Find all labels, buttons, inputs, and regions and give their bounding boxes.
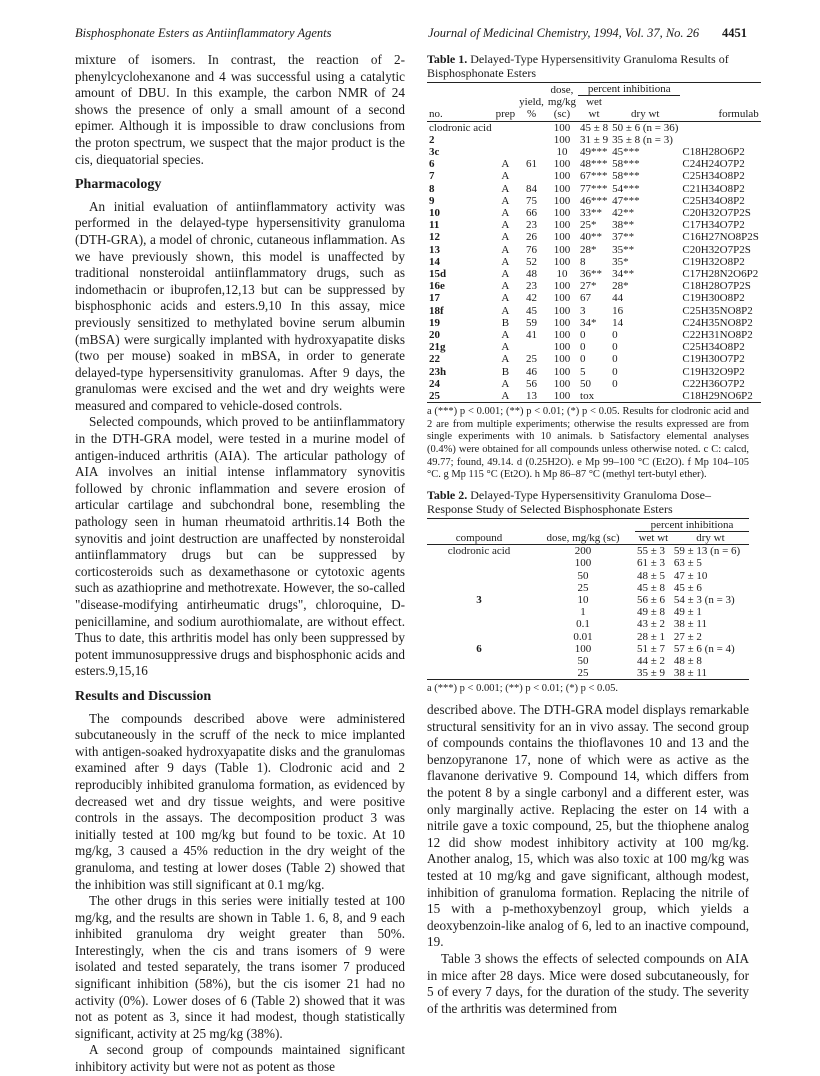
table2-row-wet: 45 ± 8 xyxy=(637,581,666,594)
table2-row-compound xyxy=(427,582,531,594)
table1-row xyxy=(427,353,761,365)
table2-header-compound: compound xyxy=(455,532,503,545)
table1-row-dry: 0 xyxy=(612,329,618,342)
table2-row-compound xyxy=(427,618,531,630)
table1-row-dose: 100 xyxy=(553,353,571,366)
table2-row-wet: 28 ± 1 xyxy=(637,630,666,643)
table1-row xyxy=(427,280,761,292)
table1-row-dry: 0 xyxy=(612,341,618,354)
table2-row-dose: 100 xyxy=(574,557,592,570)
table2-header-dry-wt: dry wt xyxy=(696,532,725,545)
table1-header-prep: prep xyxy=(495,108,516,121)
table1-row-dry: 58*** xyxy=(612,170,640,183)
table2 xyxy=(427,518,749,681)
table1-row-yield: 45 xyxy=(526,304,538,317)
table1-row-dose: 100 xyxy=(553,207,571,220)
table2-caption xyxy=(427,488,749,516)
table1-row-formula xyxy=(680,134,760,146)
table1-row xyxy=(427,378,761,390)
table1-header-yield: yield, % xyxy=(519,96,544,121)
table2-row-dry: 48 ± 8 xyxy=(673,655,702,668)
table1-row-wet: 67*** xyxy=(580,170,608,183)
table1-row-dose: 100 xyxy=(553,121,571,134)
table2-row-dry: 57 ± 6 (n = 4) xyxy=(673,642,735,655)
table1-row-no: 24 xyxy=(429,377,440,390)
table1-row-dose: 100 xyxy=(553,231,571,244)
table2-row-wet: 49 ± 8 xyxy=(637,606,666,619)
results-paragraph-1: The compounds described above were administered subcutaneously in the scruff of the neck to mice implanted with antigen-soaked hydroxyapatite disks and the granulomas examined after 9 days (Table 1). Clodronic acid and 2 reproducibly inhibited granuloma formation, as evidenced by decreased wet and dry tissue weights, and were positive controls in the assays. The decomposition product 3 was initially tested at 100 mg/kg but found to be toxic. At 10 mg/kg, 3 caused a 45% reduction in the dry weight of the granuloma, and testing at lower doses (Table 2) showed that the inhibition was still significant at 0.1 mg/kg. xyxy=(75,710,405,892)
table1-row-formula: C22H36O7P2 xyxy=(682,377,745,390)
table1-row-yield: 46 xyxy=(526,365,538,378)
table1-row-prep: A xyxy=(501,255,510,268)
table1-row-dose: 100 xyxy=(553,316,571,329)
table1-row-dry: 28* xyxy=(612,280,629,293)
table1-row-wet: 33** xyxy=(580,207,603,220)
table1-row xyxy=(427,256,761,268)
table2-header-dose: dose, mg/kg (sc) xyxy=(546,532,620,545)
right-paragraph-1: described above. The DTH-GRA model displays remarkable structural sensitivity for an in vivo assay. The second group of compounds contains the thioflavones 10 and 13 and the benzopyranone 17, none of which were as active as the flavanone derivative 9. Compound 14, which differs from the potent 8 by a single carbonyl and a different ester, was only marginally active. Replacing the ester on 14 with a nitrile gave a toxic compound, 25, but the thiophene analog 12 did show modest inhibitory activity at 100 mg/kg. Another analog, 15, which was also toxic at 100 mg/kg was tested at 10 mg/kg and gave significant, although modest, inhibition of granuloma formation. Replacing the nitrile of 15 with a p-methoxybenzoyl group, which yields a deoxybenzoin-like analog of 6, led to an inactive compound, 19. xyxy=(427,702,749,950)
table1-row-yield: 42 xyxy=(526,292,538,305)
table1-row xyxy=(427,231,761,243)
section-heading-pharmacology: Pharmacology xyxy=(75,177,162,193)
table1-row xyxy=(427,207,761,219)
table1-row-prep: A xyxy=(501,219,510,232)
table1-row-prep: A xyxy=(501,377,510,390)
table1-row-yield: 61 xyxy=(526,158,538,171)
table2-row-wet: 48 ± 5 xyxy=(637,569,666,582)
table1-row-prep: A xyxy=(501,353,510,366)
table1-row-prep: A xyxy=(501,170,510,183)
table2-row xyxy=(427,545,749,558)
table1-row-no: 20 xyxy=(429,329,440,342)
table1-row xyxy=(427,146,761,158)
table1-footnote: a (***) p < 0.001; (**) p < 0.01; (*) p < 0.05. Results for clodronic acid and 2 are from multiple experiments; otherwise the results expressed are from single experiments with 10 animals. b Satisfactory elemental analyses (0.4%) were obtained for all compounds unless otherwise noted. c C: calcd, 49.77; found, 49.14. d (0.25H2O). e Mp 99–100 °C (Et2O). f Mp 104–105 °C. g Mp 115 °C (Et2O). h Mp 86–87 °C (methyl tert-butyl ether). xyxy=(427,406,749,481)
table1-row-no: 9 xyxy=(429,194,435,207)
table2-row-dry: 38 ± 11 xyxy=(673,667,708,680)
table1-row-wet: tox xyxy=(580,390,595,403)
table2-row-dose: 10 xyxy=(577,594,589,607)
table1-row-dry xyxy=(610,390,680,403)
table1-row-wet: 27* xyxy=(580,280,597,293)
table2-row-dry: 63 ± 5 xyxy=(673,557,702,570)
table2-row-dry: 27 ± 2 xyxy=(673,630,702,643)
table1-row-no: 8 xyxy=(429,182,435,195)
table1-row-dose: 10 xyxy=(556,268,568,281)
table1-row-yield: 76 xyxy=(526,243,538,256)
table1-row-no: clodronic acid xyxy=(429,121,492,134)
table1-row-prep: A xyxy=(501,341,510,354)
table2-row xyxy=(427,618,749,630)
table1-row-wet: 45 ± 8 xyxy=(580,121,609,134)
table1-row-prep xyxy=(494,121,518,134)
table2-row xyxy=(427,655,749,667)
table1-row xyxy=(427,195,761,207)
table1-row-yield xyxy=(517,146,546,158)
table2-row-dry: 54 ± 3 (n = 3) xyxy=(673,594,735,607)
table1-row-wet: 28* xyxy=(580,243,597,256)
table1-row-wet: 67 xyxy=(580,292,592,305)
table2-row-wet: 43 ± 2 xyxy=(637,618,666,631)
table1-row-no: 23h xyxy=(429,365,447,378)
table1-row-dose: 100 xyxy=(553,255,571,268)
table1-row-wet: 40** xyxy=(580,231,603,244)
table1-row-formula: C19H32O8P2 xyxy=(682,255,745,268)
table1-row-dry: 47*** xyxy=(612,194,640,207)
table1-row-no: 21g xyxy=(429,341,446,354)
table2-row-dose: 1 xyxy=(580,606,586,619)
table1-row-dose: 10 xyxy=(556,146,568,159)
table1-row xyxy=(427,134,761,146)
table1-row-no: 13 xyxy=(429,243,440,256)
table1-row-dose: 100 xyxy=(553,304,571,317)
table1-row-dose: 100 xyxy=(553,341,571,354)
table1-row-dose: 100 xyxy=(553,194,571,207)
table1-row-no: 19 xyxy=(429,316,440,329)
table2-row-compound xyxy=(427,557,531,569)
table1-row-dry: 0 xyxy=(612,377,618,390)
table1-row-yield xyxy=(517,341,546,353)
table1-row-dose: 100 xyxy=(553,158,571,171)
table1-row-prep: A xyxy=(501,329,510,342)
table1-row-no: 17 xyxy=(429,292,440,305)
pharmacology-paragraph-1: An initial evaluation of antiinflammatory activity was performed in the delayed-type hypersensitivity granuloma (DTH-GRA), a model of chronic, cutaneous inflammation. As we have previously shown, this model is unaffected by traditional nonsteroidal antiinflammatory drugs, such as indomethacin or ibuprofen,12,13 but can be suppressed by bisphosphonic acids and esters.9,10 In this assay, mice previously sensitized to methylated bovine serum albumin (mBSA) were surgically implanted with hydroxyapatite disks (two per mouse) soaked in mBSA, in order to generate delayed-type hypersensitivity granulomas. After 9 days, the granulomas were excised and the wet and dry weights were measured and compared to vehicle-dosed controls. xyxy=(75,198,405,413)
table1-row-dose: 100 xyxy=(553,377,571,390)
table1-row-prep: B xyxy=(501,365,510,378)
table1-row-dose: 100 xyxy=(553,292,571,305)
table1-row-formula: C24H35NO8P2 xyxy=(682,316,753,329)
table1-caption xyxy=(427,52,749,80)
table1-row-formula: C25H34O8P2 xyxy=(682,341,745,354)
table1-row-dry: 34** xyxy=(612,268,635,281)
table1-row-dry: 0 xyxy=(612,353,618,366)
table2-row xyxy=(427,631,749,643)
table2-row-wet: 51 ± 7 xyxy=(637,642,666,655)
table1-header-percent-inhibition: percent inhibitiona xyxy=(578,83,680,96)
table1-row xyxy=(427,170,761,182)
table1-row-wet: 36** xyxy=(580,268,603,281)
table1-row-dry: 0 xyxy=(612,365,618,378)
table1-row-no: 12 xyxy=(429,231,440,244)
table1-row-wet: 49*** xyxy=(580,146,608,159)
table1-row xyxy=(427,390,761,403)
table1-row-no: 22 xyxy=(429,353,440,366)
table1-row-prep: A xyxy=(501,390,510,403)
table2-row-compound xyxy=(427,631,531,643)
table1-row-prep: A xyxy=(501,231,510,244)
table2-row xyxy=(427,582,749,594)
table2-row-dose: 25 xyxy=(577,667,589,680)
section-heading-results: Results and Discussion xyxy=(75,688,212,704)
table2-row-compound: 3 xyxy=(476,594,482,607)
table1-header-no: no. xyxy=(429,108,443,121)
table1-row-formula: C19H32O9P2 xyxy=(682,365,745,378)
table2-row xyxy=(427,606,749,618)
table1-row-no: 18f xyxy=(429,304,444,317)
table1-row-formula: C18H28O6P2 xyxy=(682,146,745,159)
table1-header-formula: formulab xyxy=(718,108,759,121)
table2-row-dose: 0.1 xyxy=(576,618,590,631)
table2-row-dry: 59 ± 13 (n = 6) xyxy=(673,545,741,558)
table1-row-yield: 56 xyxy=(526,377,538,390)
table1-row-dry: 42** xyxy=(612,207,635,220)
table1-row-formula: C19H30O8P2 xyxy=(682,292,745,305)
table1-row xyxy=(427,268,761,280)
table1-row-yield: 41 xyxy=(526,329,538,342)
table2-row-compound: clodronic acid xyxy=(447,545,511,558)
table1-row-formula: C19H30O7P2 xyxy=(682,353,745,366)
table2-row xyxy=(427,557,749,569)
intro-paragraph: mixture of isomers. In contrast, the reaction of 2-phenylcyclohexanone and 4 was successful using a catalytic amount of DBU. In this example, the carbon NMR of 24 shows the presence of only a small amount of a second epimer. Although it is impossible to draw conclusions from the proton spectrum, we suspect that the major product is the cis, diequatorial species. xyxy=(75,52,405,167)
table1-row-dry: 38** xyxy=(612,219,635,232)
table1-row-wet: 46*** xyxy=(580,194,608,207)
table1-row-no: 11 xyxy=(429,219,440,232)
left-column xyxy=(75,52,405,1076)
table1-row-dose: 100 xyxy=(553,170,571,183)
table2-row-dose: 25 xyxy=(577,581,589,594)
table1-row-prep: A xyxy=(501,194,510,207)
table1-row-yield: 84 xyxy=(526,182,538,195)
table1-title: Delayed-Type Hypersensitivity Granuloma Results of Bisphosphonate Esters xyxy=(427,52,729,80)
table1-row-yield: 26 xyxy=(526,231,538,244)
table2-body xyxy=(427,545,749,680)
table2-row-dose: 0.01 xyxy=(573,630,593,643)
table1-row-formula: C20H32O7P2S xyxy=(682,243,751,256)
table1-row-yield xyxy=(517,121,546,134)
table1-row-no: 2 xyxy=(429,133,435,146)
table2-row-dry: 47 ± 10 xyxy=(673,569,708,582)
table1-row-wet: 0 xyxy=(580,341,586,354)
table1-row-yield xyxy=(517,170,546,182)
table1-row-dose: 100 xyxy=(553,133,571,146)
table1-row-dry: 16 xyxy=(612,304,624,317)
right-paragraph-2: Table 3 shows the effects of selected compounds on AIA in mice after 28 days. Mice were dosed subcutaneously, for 5 of every 7 days, for the duration of the study. The severity of the arthritis was determined from xyxy=(427,950,749,1016)
table1-row-dry: 45*** xyxy=(612,146,640,159)
table1-row xyxy=(427,305,761,317)
table1-row-dry: 44 xyxy=(612,292,624,305)
table2-row-compound xyxy=(427,667,531,680)
table1-row-yield: 75 xyxy=(526,194,538,207)
table2-row-compound xyxy=(427,655,531,667)
table1-row-prep: A xyxy=(501,292,510,305)
right-column xyxy=(427,52,759,1017)
table1-row-no: 25 xyxy=(429,390,440,403)
table1-row-formula: C25H34O8P2 xyxy=(682,194,745,207)
table1-row-formula: C17H28N2O6P2 xyxy=(682,268,759,281)
table2-row-compound xyxy=(427,570,531,582)
journal-citation xyxy=(428,26,747,41)
table1-row-prep: A xyxy=(501,280,510,293)
table1-row-yield: 66 xyxy=(526,207,538,220)
table1-row-formula: C21H34O8P2 xyxy=(682,182,745,195)
table1-header-dose: dose, mg/kg (sc) xyxy=(547,84,577,121)
table1-row-wet: 48*** xyxy=(580,158,608,171)
table1-row-no: 16e xyxy=(429,280,445,293)
table1-row-prep xyxy=(494,134,518,146)
table1-row-dry: 35 ± 8 (n = 3) xyxy=(612,133,673,146)
table1-row xyxy=(427,219,761,231)
table1-row-wet: 31 ± 9 xyxy=(580,133,609,146)
table1-row-formula: C18H28O7P2S xyxy=(682,280,751,293)
table1-row-wet: 0 xyxy=(580,353,586,366)
table1-row-dry: 14 xyxy=(612,316,624,329)
table1-row-yield: 23 xyxy=(526,280,538,293)
table1-row-prep: A xyxy=(501,268,510,281)
table1-row-dry: 35** xyxy=(612,243,635,256)
table1-row-wet: 77*** xyxy=(580,182,608,195)
table1-row-formula: C25H34O8P2 xyxy=(682,170,745,183)
table1-row-yield: 25 xyxy=(526,353,538,366)
table2-row-wet: 35 ± 9 xyxy=(637,667,666,680)
table2-row-wet: 61 ± 3 xyxy=(637,557,666,570)
table1-row xyxy=(427,244,761,256)
table1-row-formula: C22H31NO8P2 xyxy=(682,329,753,342)
table1-row-yield: 52 xyxy=(526,255,538,268)
table1-row xyxy=(427,341,761,353)
table1-row-yield xyxy=(517,134,546,146)
table1-row xyxy=(427,366,761,378)
table1-row-wet: 50 xyxy=(580,377,592,390)
table1 xyxy=(427,82,761,403)
table1-row-dry: 54*** xyxy=(612,182,640,195)
table2-row-wet: 55 ± 3 xyxy=(637,545,666,558)
table1-row-no: 10 xyxy=(429,207,440,220)
table1-row-prep: A xyxy=(501,304,510,317)
table1-row-prep xyxy=(494,146,518,158)
running-title: Bisphosphonate Esters as Antiinflammatory Agents xyxy=(75,26,332,40)
table1-row xyxy=(427,292,761,304)
journal-name: Journal of Medicinal Chemistry, 1994, Vol. 37, No. 26 xyxy=(428,26,700,40)
table2-row-dose: 100 xyxy=(574,642,592,655)
table1-row-wet: 8 xyxy=(580,255,586,268)
table1-row xyxy=(427,317,761,329)
table1-row-yield: 59 xyxy=(526,316,538,329)
table1-row-no: 14 xyxy=(429,255,440,268)
table1-row-no: 15d xyxy=(429,268,447,281)
table1-header-dry-wt: dry wt xyxy=(631,108,660,121)
page-number: 4451 xyxy=(722,26,747,40)
table1-row-dose: 100 xyxy=(553,329,571,342)
table1-row-formula: C24H24O7P2 xyxy=(682,158,745,171)
table2-row-wet: 44 ± 2 xyxy=(637,655,666,668)
table1-row-wet: 0 xyxy=(580,329,586,342)
table2-row-dry: 49 ± 1 xyxy=(673,606,702,619)
table1-row-prep: A xyxy=(501,243,510,256)
table2-label: Table 2. xyxy=(427,487,468,502)
table1-row-dry: 37** xyxy=(612,231,635,244)
table1-row-wet: 34* xyxy=(580,316,597,329)
table2-row-dry: 38 ± 11 xyxy=(673,618,708,631)
table1-row-formula: C18H29NO6P2 xyxy=(682,390,753,403)
table1-row-no: 6 xyxy=(429,158,435,171)
table1-row-formula xyxy=(680,121,760,134)
table1-row xyxy=(427,183,761,195)
table1-row xyxy=(427,158,761,170)
table2-row-dose: 200 xyxy=(574,545,592,558)
table1-row-wet: 3 xyxy=(580,304,586,317)
table1-row-dose: 100 xyxy=(553,219,571,232)
table1-row-yield: 13 xyxy=(526,390,538,403)
table1-row xyxy=(427,121,761,134)
table2-title: Delayed-Type Hypersensitivity Granuloma Dose–Response Study of Selected Bisphosphonate Esters xyxy=(427,487,712,516)
table1-row-prep: B xyxy=(501,316,510,329)
table1-row-dry: 50 ± 6 (n = 36) xyxy=(612,121,679,134)
table2-footnote: a (***) p < 0.001; (**) p < 0.01; (*) p < 0.05. xyxy=(427,683,618,695)
table1-row-dry: 35* xyxy=(612,255,629,268)
table2-header-percent-inhibition: percent inhibitiona xyxy=(635,518,749,531)
table2-row xyxy=(427,570,749,582)
table1-row-yield: 23 xyxy=(526,219,538,232)
table2-row-compound: 6 xyxy=(476,642,482,655)
results-paragraph-2: The other drugs in this series were initially tested at 100 mg/kg, and the results are shown in Table 1. 6, 8, and 9 each inhibited granuloma dry weight greater than 50%. Interestingly, when the cis and trans isomers of 9 were isolated and tested separately, the trans isomer 7 produced significant inhibition (58%), but the cis isomer 21 had no activity (0%). Lower doses of 6 (Table 2) showed that it was not as potent as 3, since it had modest, though statistically significant, activity at 25 mg/kg (38%). xyxy=(75,893,405,1041)
table1-row-dose: 100 xyxy=(553,390,571,403)
table1-label: Table 1. xyxy=(427,52,468,66)
table2-row xyxy=(427,594,749,606)
table1-row-dose: 100 xyxy=(553,365,571,378)
table2-row xyxy=(427,643,749,655)
table1-row-yield: 48 xyxy=(526,268,538,281)
table1-row-prep: A xyxy=(501,207,510,220)
table1-row-dose: 100 xyxy=(553,243,571,256)
table1-row-dose: 100 xyxy=(553,280,571,293)
table1-row-formula: C16H27NO8P2S xyxy=(682,231,759,244)
table1-row-wet: 25* xyxy=(580,219,597,232)
table1-body xyxy=(427,121,761,403)
pharmacology-paragraph-2: Selected compounds, which proved to be antiinflammatory in the DTH-GRA model, were tested in a murine model of antigen-induced arthritis (AIA). The articular pathology of AIA involves an initial intense inflammatory synovitis followed by chronic inflammation and severe erosion of articular cartilage and subchondral bone, resembling the pathology seen in human rheumatoid arthritis.14 Both the synovitis and joint destruction are unaffected by nonsteroidal antiinflammatory drugs but can be suppressed by corticosteroids such as dexamethasone or cytotoxic agents such as azathioprine and methotrexate. However, the so-called "disease-modifying antirheumatic drugs", chloroquine, D-penicillamine, and sodium aurothiomalate, are without effect. Thus to date, this arthritis model has only been suppressed by potent immunosuppressive drugs and bisphosphonic acids and esters.9,15,16 xyxy=(75,414,405,679)
table1-row-dose: 100 xyxy=(553,182,571,195)
table1-row-wet: 5 xyxy=(580,365,586,378)
results-paragraph-3: A second group of compounds maintained significant inhibitory activity but were not as potent as those xyxy=(75,1042,405,1075)
table1-row-formula: C17H34O7P2 xyxy=(682,219,745,232)
table2-row xyxy=(427,667,749,680)
table2-row-compound xyxy=(427,606,531,618)
table1-row-dry: 58*** xyxy=(612,158,640,171)
table1-row-no: 3c xyxy=(429,146,440,159)
table1-row-formula: C20H32O7P2S xyxy=(682,207,751,220)
table1-row-formula: C25H35NO8P2 xyxy=(682,304,753,317)
table1-row xyxy=(427,329,761,341)
table2-header-wet-wt: wet wt xyxy=(638,532,669,545)
table2-row-dose: 50 xyxy=(577,569,589,582)
table1-row-prep: A xyxy=(501,182,510,195)
table2-row-dry: 45 ± 6 xyxy=(673,581,702,594)
table1-row-no: 7 xyxy=(429,170,435,183)
table2-row-dose: 50 xyxy=(577,655,589,668)
table1-row-prep: A xyxy=(501,158,510,171)
table2-row-wet: 56 ± 6 xyxy=(637,594,666,607)
table1-header-wet-wt: wet wt xyxy=(586,96,602,121)
